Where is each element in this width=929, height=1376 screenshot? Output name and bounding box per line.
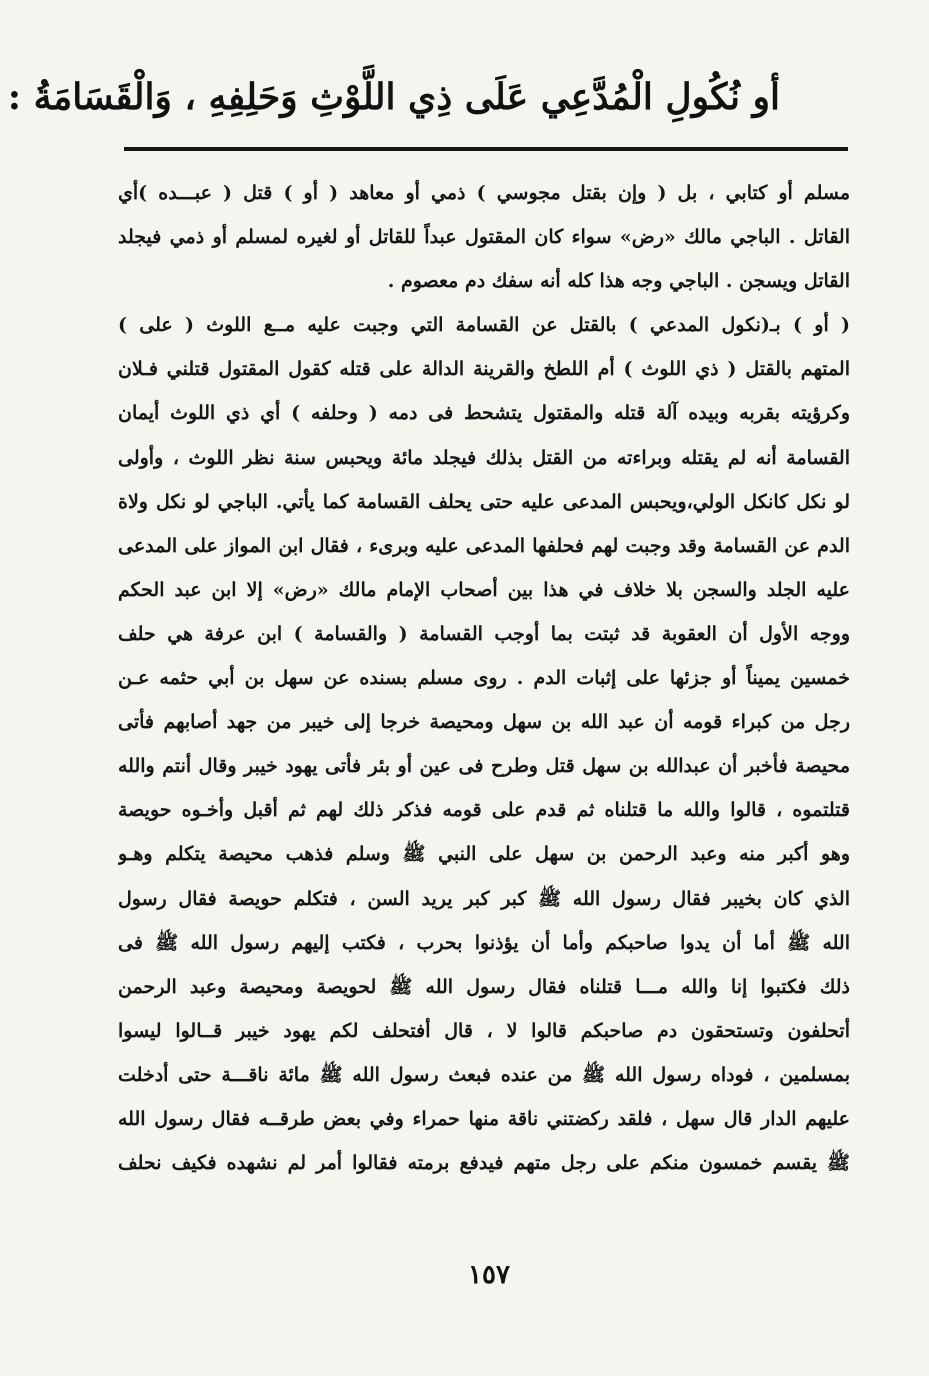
body-text bbox=[118, 171, 850, 1185]
text-line: عليه الجلد والسجن بلا خلاف في هذا بين أصحاب الإمام مالك «رض» إلا ابن عبد الحكم bbox=[118, 578, 850, 601]
page-number: ١٥٧ bbox=[468, 1260, 510, 1290]
text-line: أتحلفون وتستحقون دم صاحبكم قالوا لا ، قال أفتحلف لكم يهود خيبر قــالوا ليسوا bbox=[118, 1019, 850, 1042]
text-line: المتهم بالقتل ( ذي اللوث ) أم اللطخ والقرينة الدالة على قتله كقول المقتول قتلني فـلان bbox=[118, 358, 850, 381]
text-line: ذلك فكتبوا إنا والله مـــا قتلناه فقال رسول الله ﷺ لحويصة ومحيصة وعبد الرحمن bbox=[118, 975, 850, 998]
text-line: القسامة أنه لم يقتله وبراءته من القتل بذلك فيجلد مائة ويحبس سنة نظر اللوث ، وأولى bbox=[118, 446, 850, 469]
text-line: عليهم الدار قال سهل ، فلقد ركضتني ناقة منها حمراء وفي بعض طرقــه فقال رسول الله bbox=[118, 1107, 850, 1130]
text-line: الذي كان بخيبر فقال رسول الله ﷺ كبر كبر يريد السن ، فتكلم حويصة فقال رسول bbox=[118, 887, 850, 910]
text-line: مسلم أو كتابي ، بل ( وإن بقتل مجوسي ) ذمي أو معاهد ( أو ) قتل ( عبـــده )أي bbox=[118, 182, 850, 204]
text-line: لو نكل كانكل الولي،ويحبس المدعى عليه حتى يحلف القسامة كما يأتي. الباجي لو نكل ولاة bbox=[118, 490, 850, 513]
text-line: القاتل . الباجي مالك «رض» سواء كان المقتول عبداً للقاتل أو لغيره لمسلم أو ذمي فيجلد bbox=[118, 226, 850, 249]
text-line: وكرؤيته بقربه وبيده آلة قتله والمقتول يتشحط فى دمه ( وحلفه ) أي ذي اللوث أيمان bbox=[118, 402, 850, 425]
page-heading: أو نُكُولِ الْمُدَّعِي عَلَى ذِي اللَّوْثِ وَحَلِفِهِ ، وَالْقَسَامَةُ : bbox=[7, 76, 780, 118]
text-line: محيصة فأخبر أن عبدالله بن سهل قتل وطرح فى عين أو بئر فأتى يهود خيبر وقال أنتم والله bbox=[118, 755, 850, 778]
text-line: رجل من كبراء قومه أن عبد الله بن سهل ومحيصة خرجا إلى خيبر من جهد أصابهم فأتى bbox=[118, 711, 850, 734]
text-line: ﷺ يقسم خمسون منكم على رجل متهم فيدفع برمته فقالوا أمر لم نشهده فكيف نحلف bbox=[118, 1152, 850, 1175]
heading-rule bbox=[124, 147, 848, 151]
text-line: القاتل ويسجن . الباجي وجه هذا كله أنه سفك دم معصوم . bbox=[387, 270, 850, 293]
text-line: خمسين يميناً أو جزئها على إثبات الدم . روى مسلم بسنده عن سهل بن أبي حثمه عـن bbox=[118, 667, 850, 690]
text-line: الله ﷺ أما أن يدوا صاحبكم وأما أن يؤذنوا بحرب ، فكتب إليهم رسول الله ﷺ فى bbox=[118, 931, 850, 954]
text-line: قتلتموه ، قالوا والله ما قتلناه ثم قدم على قومه فذكر ذلك لهم ثم أقبل وأخـوه حويصة bbox=[118, 799, 850, 822]
text-line: الدم عن القسامة وقد وجبت لهم فحلفها المدعى عليه وبرىء ، فقال ابن المواز على المدعى bbox=[118, 534, 850, 557]
text-line: وهو أكبر منه وعبد الرحمن بن سهل على النبي ﷺ وسلم فذهب محيصة يتكلم وهـو bbox=[118, 843, 850, 866]
text-line: ( أو ) بـ(نكول المدعي ) بالقتل عن القسامة التي وجبت عليه مــع اللوث ( على ) bbox=[118, 314, 850, 337]
text-line: بمسلمين ، فوداه رسول الله ﷺ من عنده فبعث رسول الله ﷺ مائة ناقـــة حتى أدخلت bbox=[118, 1063, 850, 1086]
text-line: ووجه الأول أن العقوبة قد ثبتت بما أوجب القسامة ( والقسامة ) ابن عرفة هي حلف bbox=[118, 622, 850, 645]
